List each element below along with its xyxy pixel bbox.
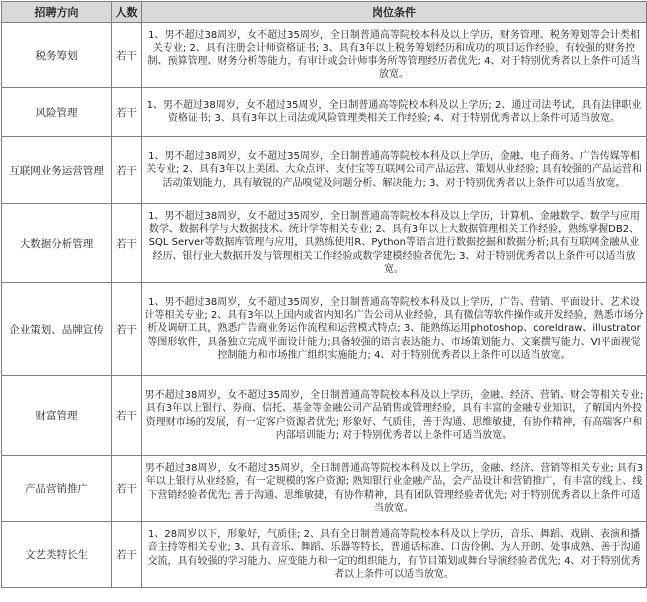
requirements-cell: 男不超过38周岁，女不超过35周岁，全日制普通高等院校本科及以上学历，金融、经济、营销、财会等相关专业; 具有3年以上银行、券商、信托、基金等金融公司产品销售或管理经验，具有丰富的金融专业知识，了解国内外投资理财市场的发展，有一定客户资源者优先; 形象好、气质佳，善于沟通、思维敏捷，有协作精神，有高端客户和内部培训能力; 对于特别优秀者以上条件可适当放宽。 bbox=[142, 376, 647, 456]
direction-cell: 风险管理 bbox=[2, 88, 112, 137]
requirements-cell: 1、男不超过38周岁，女不超过35周岁，全日制普通高等院校本科及以上学历; 2、通过司法考试，具有法律职业资格证书; 3、具有3年以上司法或风险管理类相关工作经验; 4、对于特别优秀者以上条件可适当放宽。 bbox=[142, 88, 647, 137]
recruitment-table bbox=[1, 1, 647, 588]
count-cell: 若干 bbox=[112, 283, 142, 376]
direction-cell: 产品营销推广 bbox=[2, 456, 112, 522]
direction-cell: 文艺类特长生 bbox=[2, 522, 112, 588]
count-cell: 若干 bbox=[112, 522, 142, 588]
requirements-cell: 1、男不超过38周岁，女不超过35周岁，全日制普通高等院校本科及以上学历，计算机、金融数学、数学与应用数学、数据科学与大数据技术、统计学等相关专业; 2、具有3年以上大数据管理相关工作经验，熟练掌握DB2、SQL Server等数据库管理与应用，具熟练使用R、Python等语言进行数据挖掘和数据分析;具有互联网金融从业经历、银行业大数据开发与管理相关工作经验或数学建模经验者优先; 3、对于特别优秀者以上条件可以适当放宽。 bbox=[142, 204, 647, 283]
table-row bbox=[2, 137, 647, 204]
count-cell: 若干 bbox=[112, 88, 142, 137]
requirements-cell: 男不超过38周岁，女不超过35周岁，全日制普通高等院校本科及以上学历，金融、经济、营销等相关专业; 具有3年以上银行从业经验，有一定规模的客户资源; 熟知银行业金融产品，会产品设计和营销推广，有丰富的线上、线下营销经验者优先; 善于沟通、思维敏捷，有协作精神，具有团队管理经验者优先; 对于特别优秀者以上条件可适当放宽。 bbox=[142, 456, 647, 522]
table-row bbox=[2, 456, 647, 522]
table-row bbox=[2, 283, 647, 376]
count-cell: 若干 bbox=[112, 204, 142, 283]
table-row bbox=[2, 376, 647, 456]
table-row bbox=[2, 23, 647, 88]
direction-cell: 互联网业务运营管理 bbox=[2, 137, 112, 204]
count-cell: 若干 bbox=[112, 376, 142, 456]
direction-cell: 企业策划、品牌宣传 bbox=[2, 283, 112, 376]
direction-cell: 财富管理 bbox=[2, 376, 112, 456]
table-row bbox=[2, 88, 647, 137]
requirements-cell: 1、男不超过38周岁，女不超过35周岁，全日制普通高等院校本科及以上学历，广告、营销、平面设计、艺术设计等相关专业; 2、具有3年以上国内或省内知名广告公司从业经验，具有微信等软件操作或开发经验，熟悉市场分析及调研工具，熟悉广告商业务运作流程和运营模式特点; 3、能熟练运用photoshop、coreldraw、illustrator等图形软件，具备独立完成平面设计能力;具备较强的语言表达能力、市场策划能力、文案撰写能力、VI平面视觉控制能力和市场推广组织实施能力; 4、对于特别优秀者以上条件可以适当放宽。 bbox=[142, 283, 647, 376]
header-requirements: 岗位条件 bbox=[142, 2, 647, 23]
requirements-cell: 1、28周岁以下，形象好，气质佳; 2、具有全日制普通高等院校本科及以上学历，音乐、舞蹈、戏剧、表演和播音主持等相关专业; 3、具有音乐、舞蹈、乐器等特长，普通话标准、口齿伶俐、为人开朗、处事成熟、善于沟通交流，具有较强的学习能力、应变能力和一定的组织能力，有节目策划或舞台导演经验者优先; 4、对于特别优秀者以上条件可以适当放宽。 bbox=[142, 522, 647, 588]
table-row bbox=[2, 522, 647, 588]
count-cell: 若干 bbox=[112, 137, 142, 204]
requirements-cell: 1、男不超过38周岁，女不超过35周岁，全日制普通高等院校本科及以上学历，金融、电子商务、广告传媒等相关专业; 2、具有3年以上美团、大众点评、支付宝等互联网公司产品运营、策划从业经验; 具有较强的产品运营和活动策划能力，具有敏锐的产品嗅觉及问题分析、解决能力; 3、对于特别优秀者以上条件可以适当放宽。 bbox=[142, 137, 647, 204]
direction-cell: 税务筹划 bbox=[2, 23, 112, 88]
header-count: 人数 bbox=[112, 2, 142, 23]
requirements-cell: 1、男不超过38周岁，女不超过35周岁，全日制普通高等院校本科及以上学历，财务管理、税务筹划等会计类相关专业; 2、具有注册会计师资格证书; 3、具有3年以上税务筹划经历和成功的项目运作经验，有较强的财务控制、预算管理、财务分析等能力，有审计或会计师事务所等管理经历者优先; 4、对于特别优秀者以上条件可适当放宽。 bbox=[142, 23, 647, 88]
count-cell: 若干 bbox=[112, 23, 142, 88]
count-cell: 若干 bbox=[112, 456, 142, 522]
direction-cell: 大数据分析管理 bbox=[2, 204, 112, 283]
header-row bbox=[2, 2, 647, 23]
table-row bbox=[2, 204, 647, 283]
header-direction: 招聘方向 bbox=[2, 2, 112, 23]
